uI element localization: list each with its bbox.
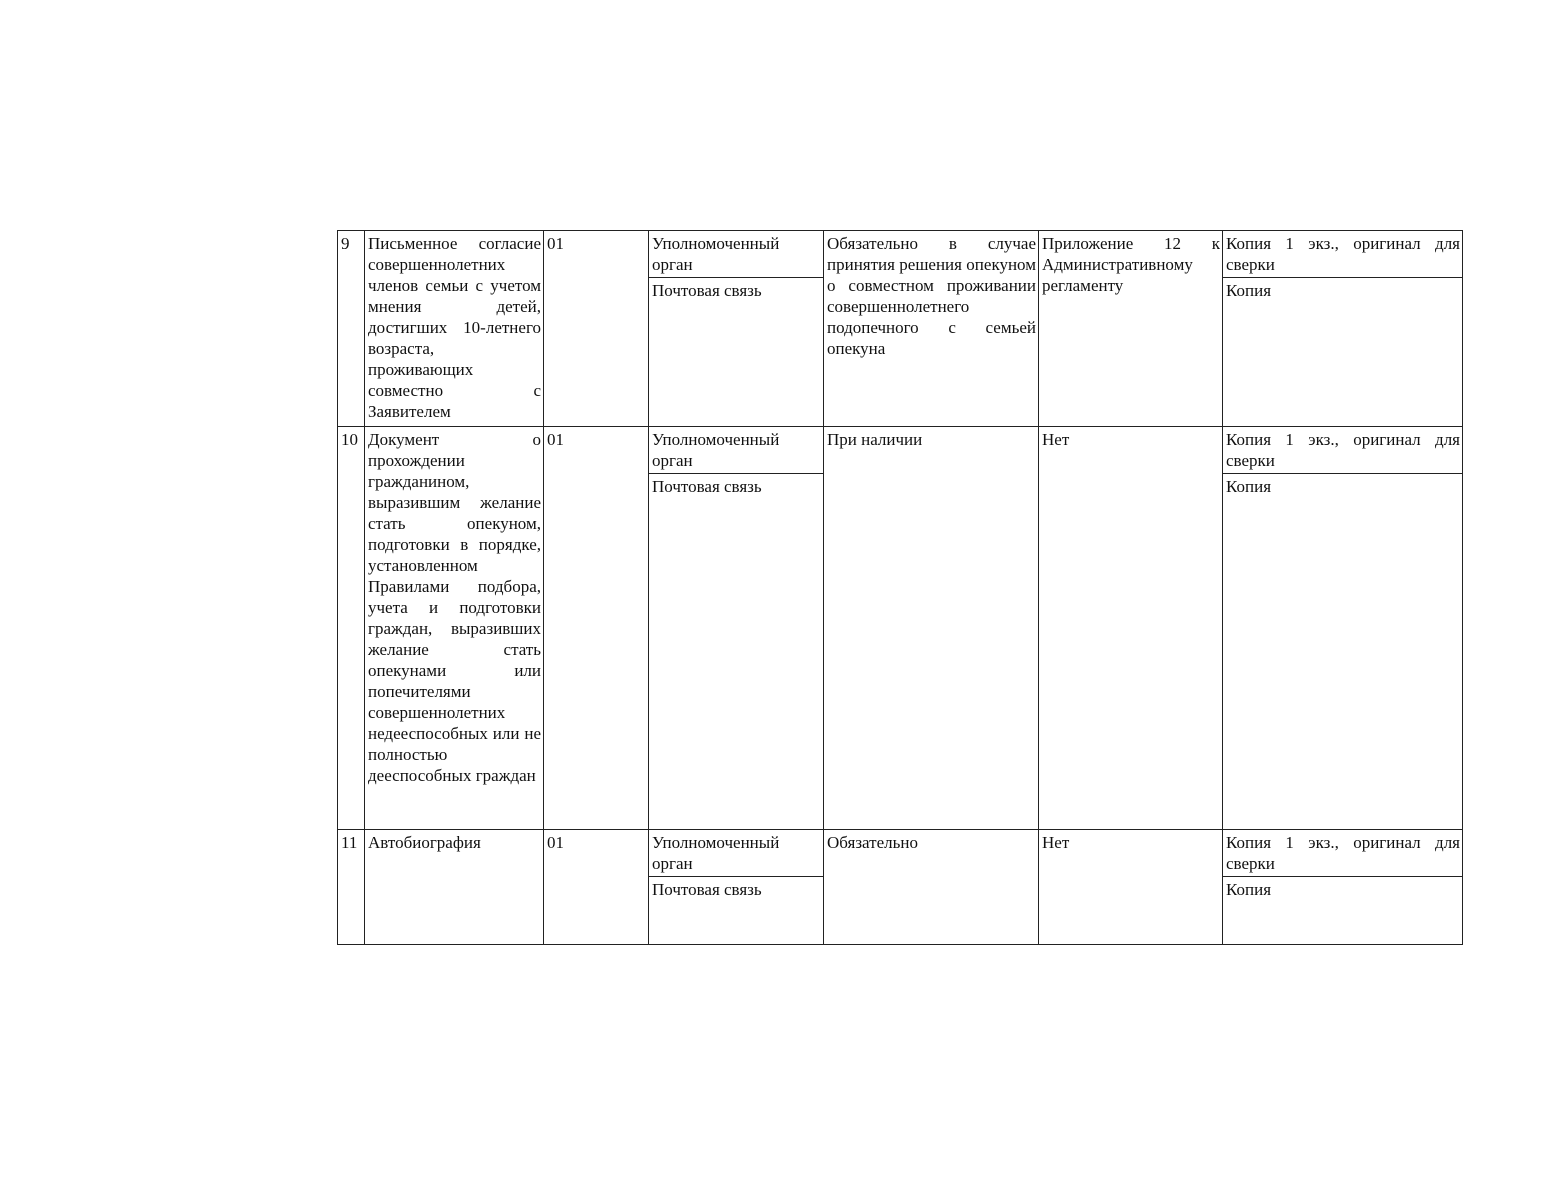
method-post: Почтовая связь [649,277,823,303]
form-authority: Копия 1 экз., оригинал для сверки [1226,430,1460,470]
table-row [338,426,1462,829]
form-authority: Копия 1 экз., оригинал для сверки [1226,234,1460,274]
document-forms [1222,830,1462,944]
method-authority: Уполномоченный орган [652,430,780,470]
row-number: 9 [341,234,350,253]
form-post: Копия [1223,876,1462,902]
form-authority: Копия 1 экз., оригинал для сверки [1226,833,1460,873]
document-forms [1222,231,1462,426]
submission-methods [648,830,823,944]
document-name: Автобиография [364,830,543,944]
table-row [338,829,1462,944]
document-code: 01 [543,830,648,944]
method-authority: Уполномоченный орган [652,833,780,873]
requirement-condition: При наличии [823,427,1038,829]
template-reference: Нет [1038,830,1222,944]
method-authority: Уполномоченный орган [652,234,780,274]
requirement-condition: Обязательно [823,830,1038,944]
submission-methods [648,231,823,426]
requirement-condition: Обязательно в случае принятия решения опекуном о совместном проживании совершеннолетнего подопечного с семьей опекуна [823,231,1038,426]
row-number: 10 [341,430,358,449]
documents-table [337,230,1463,945]
template-reference: Нет [1038,427,1222,829]
document-code: 01 [543,427,648,829]
document-name: Документ о прохождении гражданином, выразившим желание стать опекуном, подготовки в порядке, установленном Правилами подбора, учета и подготовки граждан, выразивших желание стать опекунами или попечителями совершеннолетних недееспособных или не полностью дееспособных граждан [364,427,543,829]
document-name: Письменное согласие совершеннолетних членов семьи с учетом мнения детей, достигших 10-летнего возраста, проживающих совместно с Заявителем [364,231,543,426]
submission-methods [648,427,823,829]
row-number: 11 [341,833,358,852]
form-post: Копия [1223,473,1462,499]
document-forms [1222,427,1462,829]
method-post: Почтовая связь [649,473,823,499]
document-code: 01 [543,231,648,426]
method-post: Почтовая связь [649,876,823,902]
table-row [338,231,1462,426]
form-post: Копия [1223,277,1462,303]
template-reference: Приложение 12 к Административному регламенту [1038,231,1222,426]
